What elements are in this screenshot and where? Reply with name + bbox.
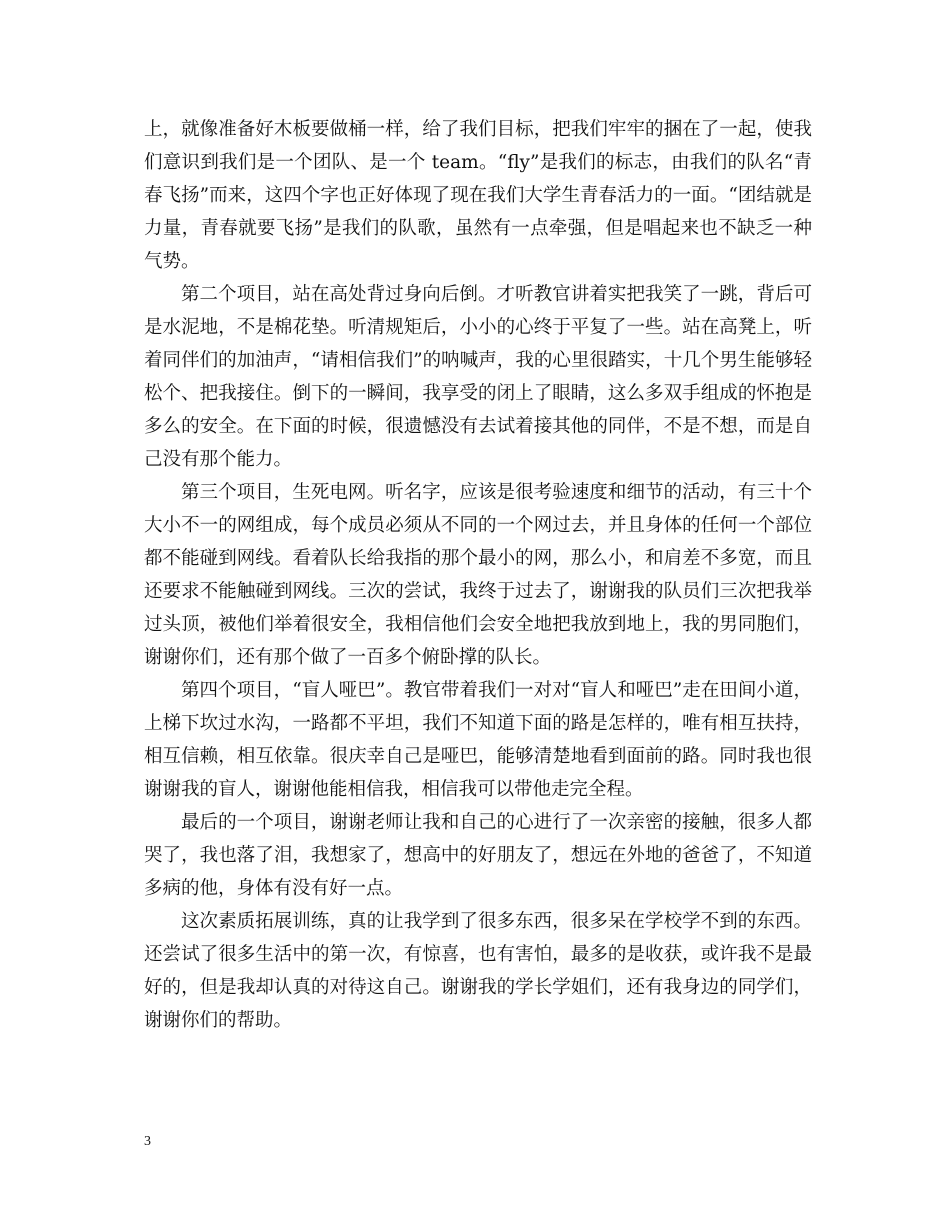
paragraph-project-three: 第三个项目，生死电网。听名字，应该是很考验速度和细节的活动，有三十个大小不一的网组成，每个成员必须从不同的一个网过去，并且身体的任何一个部位都不能碰到网线。看着队长给我指的那个最小的网，那么小，和肩差不多宽，而且还要求不能触碰到网线。三次的尝试，我终于过去了，谢谢我的队员们三次把我举过头顶，被他们举着很安全，我相信他们会安全地把我放到地上，我的男同胞们，谢谢你们，还有那个做了一百多个俯卧撑的队长。 <box>144 482 812 668</box>
document-body <box>144 113 812 1037</box>
paragraph-continuation: 上，就像准备好木板要做桶一样，给了我们目标，把我们牢牢的捆在了一起，使我们意识到我们是一个团队、是一个 team。“fly”是我们的标志，由我们的队名“青春飞扬”而来，这四个字也正好体现了现在我们大学生青春活力的一面。“团结就是力量，青春就要飞扬”是我们的队歌，虽然有一点牵强，但是唱起来也不缺乏一种气势。 <box>144 119 812 272</box>
paragraph-conclusion: 这次素质拓展训练，真的让我学到了很多东西，很多呆在学校学不到的东西。还尝试了很多生活中的第一次，有惊喜，也有害怕，最多的是收获，或许我不是最好的，但是我却认真的对待这自己。谢谢我的学长学姐们，还有我身边的同学们，谢谢你们的帮助。 <box>144 911 812 1031</box>
paragraph-final-project: 最后的一个项目，谢谢老师让我和自己的心进行了一次亲密的接触，很多人都哭了，我也落了泪，我想家了，想高中的好朋友了，想远在外地的爸爸了，不知道多病的他，身体有没有好一点。 <box>144 812 812 899</box>
paragraph-project-two: 第二个项目，站在高处背过身向后倒。才听教官讲着实把我笑了一跳，背后可是水泥地，不是棉花垫。听清规矩后，小小的心终于平复了一些。站在高凳上，听着同伴们的加油声，“请相信我们”的呐喊声，我的心里很踏实，十几个男生能够轻松个、把我接住。倒下的一瞬间，我享受的闭上了眼睛，这么多双手组成的怀抱是多么的安全。在下面的时候，很遗憾没有去试着接其他的同伴，不是不想，而是自己没有那个能力。 <box>144 284 812 470</box>
page-number: 3 <box>144 1134 151 1149</box>
paragraph-project-four: 第四个项目，“盲人哑巴”。教官带着我们一对对“盲人和哑巴”走在田间小道，上梯下坎过水沟，一路都不平坦，我们不知道下面的路是怎样的，唯有相互扶持，相互信赖，相互依靠。很庆幸自己是哑巴，能够清楚地看到面前的路。同时我也很谢谢我的盲人，谢谢他能相信我，相信我可以带他走完全程。 <box>144 680 812 800</box>
